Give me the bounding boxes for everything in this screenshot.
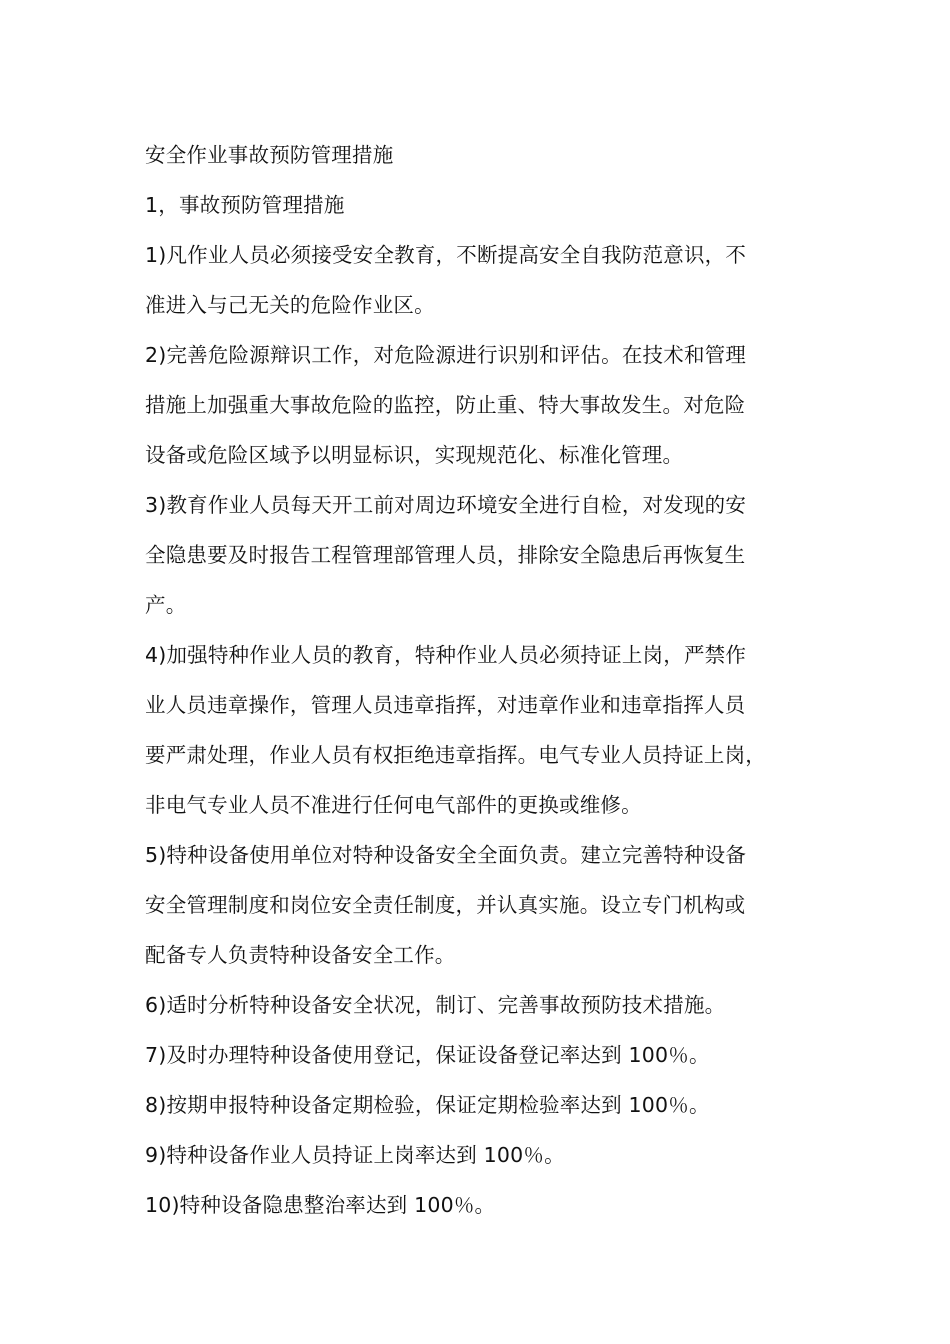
document-title: 安全作业事故预防管理措施 bbox=[145, 143, 394, 167]
text-line: 业人员违章操作，管理人员违章指挥，对违章作业和违章指挥人员 bbox=[145, 693, 746, 717]
text-line: 全隐患要及时报告工程管理部管理人员，排除安全隐患后再恢复生 bbox=[145, 543, 746, 567]
text-line: 1)凡作业人员必须接受安全教育，不断提高安全自我防范意识，不 bbox=[145, 243, 747, 267]
text-line: 9)特种设备作业人员持证上岗率达到 100％。 bbox=[145, 1143, 565, 1167]
text-line: 3)教育作业人员每天开工前对周边环境安全进行自检，对发现的安 bbox=[145, 493, 747, 517]
text-line: 8)按期申报特种设备定期检验，保证定期检验率达到 100％。 bbox=[145, 1093, 710, 1117]
section-heading: 1，事故预防管理措施 bbox=[145, 193, 345, 217]
document-body bbox=[145, 130, 835, 1230]
text-line: 6)适时分析特种设备安全状况，制订、完善事故预防技术措施。 bbox=[145, 993, 726, 1017]
text-line: 5)特种设备使用单位对特种设备安全全面负责。建立完善特种设备 bbox=[145, 843, 747, 867]
text-line: 配备专人负责特种设备安全工作。 bbox=[145, 943, 456, 967]
text-line: 产。 bbox=[145, 593, 187, 617]
text-line: 4)加强特种作业人员的教育，特种作业人员必须持证上岗，严禁作 bbox=[145, 643, 747, 667]
text-line: 安全管理制度和岗位安全责任制度，并认真实施。设立专门机构或 bbox=[145, 893, 746, 917]
text-line: 准进入与己无关的危险作业区。 bbox=[145, 293, 435, 317]
text-line: 设备或危险区域予以明显标识，实现规范化、标准化管理。 bbox=[145, 443, 684, 467]
text-line: 2)完善危险源辩识工作，对危险源进行识别和评估。在技术和管理 bbox=[145, 343, 747, 367]
text-line: 要严肃处理，作业人员有权拒绝违章指挥。电气专业人员持证上岗， bbox=[145, 743, 766, 767]
text-line: 非电气专业人员不准进行任何电气部件的更换或维修。 bbox=[145, 793, 642, 817]
text-line: 措施上加强重大事故危险的监控，防止重、特大事故发生。对危险 bbox=[145, 393, 746, 417]
text-line: 7)及时办理特种设备使用登记，保证设备登记率达到 100％。 bbox=[145, 1043, 710, 1067]
text-line: 10)特种设备隐患整治率达到 100％。 bbox=[145, 1193, 496, 1217]
